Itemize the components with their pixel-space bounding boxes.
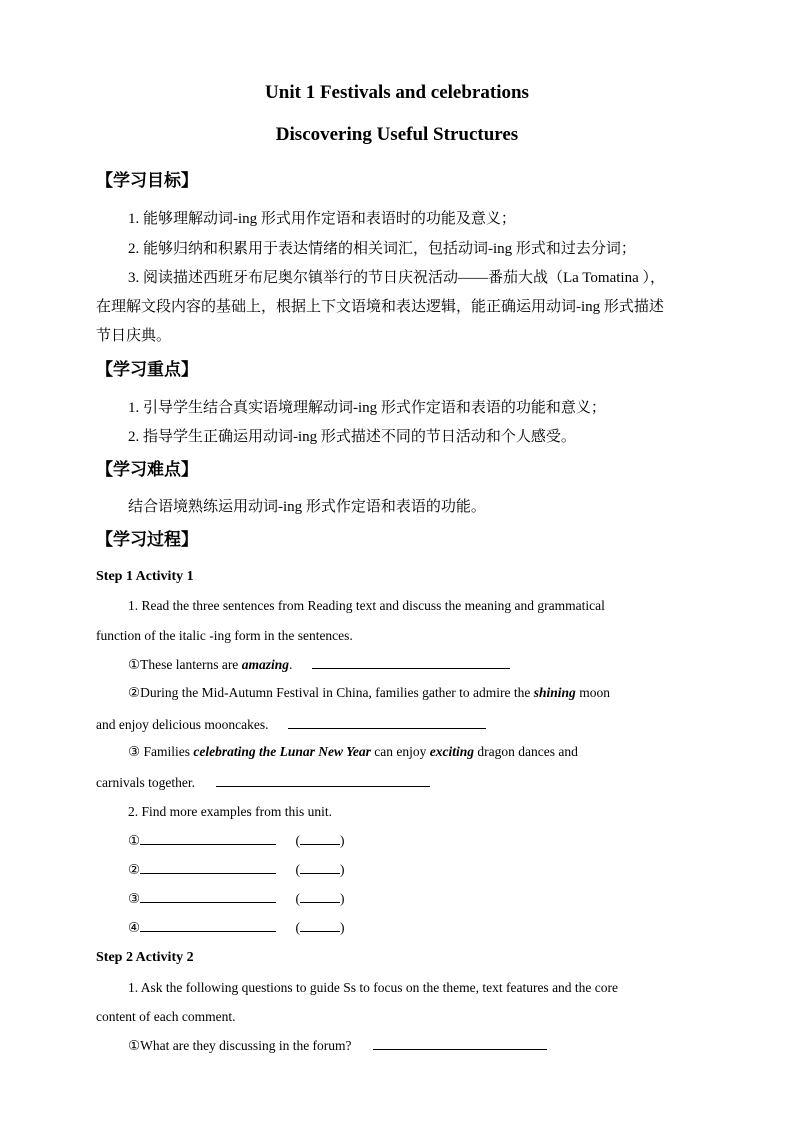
keypoint-item-1: 1. 引导学生结合真实语境理解动词-ing 形式作定语和表语的功能和意义； <box>128 400 606 416</box>
step-2-question-1-line-1: 1. Ask the following questions to guide Ss to focus on the theme, text features and the core <box>128 980 619 995</box>
example-row-1: ① ( ) <box>128 833 345 848</box>
sentence-3-italic-2: exciting <box>429 744 474 759</box>
sentence-3-answer-blank[interactable] <box>216 774 430 787</box>
keypoint-item-2: 2. 指导学生正确运用动词-ing 形式描述不同的节日活动和个人感受。 <box>128 429 576 445</box>
sentence-3-italic-1: celebrating the Lunar New Year <box>193 744 371 759</box>
objective-item-3-line-2: 在理解文段内容的基础上，根据上下文语境和表达逻辑，能正确运用动词-ing 形式描述 <box>96 299 664 315</box>
sentence-3: ③ Families celebrating the Lunar New Year can enjoy exciting dragon dances and <box>128 744 578 759</box>
difficulties-text: 结合语境熟练运用动词-ing 形式作定语和表语的功能。 <box>128 499 486 515</box>
objective-item-1: 1. 能够理解动词-ing 形式用作定语和表语时的功能及意义； <box>128 211 516 227</box>
example-paren-3[interactable]: ( ) <box>295 891 345 906</box>
example-blank-2[interactable] <box>140 861 276 874</box>
sentence-1-text: ①These lanterns are <box>128 657 242 672</box>
example-blank-4[interactable] <box>140 919 276 932</box>
sentence-2: ②During the Mid-Autumn Festival in China, families gather to admire the shining moon <box>128 685 610 700</box>
example-paren-2[interactable]: ( ) <box>295 862 345 877</box>
step-1-title: Step 1 Activity 1 <box>96 569 194 584</box>
step-2-sentence-1: ①What are they discussing in the forum? <box>128 1037 547 1054</box>
objective-item-3-line-3: 节日庆典。 <box>96 328 172 344</box>
step-2-title: Step 2 Activity 2 <box>96 950 194 965</box>
objectives-heading: 【学习目标】 <box>96 171 198 190</box>
objective-item-3-line-1: 3. 阅读描述西班牙布尼奥尔镇举行的节日庆祝活动——番茄大战（La Tomatina ）， <box>128 270 665 286</box>
document-subtitle: Discovering Useful Structures <box>275 124 519 145</box>
step-1-question-1-line-1: 1. Read the three sentences from Reading text and discuss the meaning and grammatical <box>128 598 605 613</box>
step-2-question-1-line-2: content of each comment. <box>96 1009 236 1024</box>
step-2-answer-blank[interactable] <box>373 1037 547 1050</box>
sentence-2-line-2: and enjoy delicious mooncakes. <box>96 716 486 733</box>
sentence-1-italic: amazing <box>241 657 289 672</box>
example-row-2: ② ( ) <box>128 862 345 877</box>
sentence-2-answer-blank[interactable] <box>288 716 486 729</box>
objective-item-2: 2. 能够归纳和积累用于表达情绪的相关词汇，包括动词-ing 形式和过去分词； <box>128 241 636 257</box>
step-1-question-1-line-2: function of the italic -ing form in the sentences. <box>96 628 353 643</box>
example-row-3: ③ ( ) <box>128 891 345 906</box>
difficulties-heading: 【学习难点】 <box>96 460 198 479</box>
example-paren-4[interactable]: ( ) <box>295 920 345 935</box>
example-blank-3[interactable] <box>140 890 276 903</box>
example-blank-1[interactable] <box>140 832 276 845</box>
document-title: Unit 1 Festivals and celebrations <box>265 82 529 103</box>
sentence-3-line-2: carnivals together. <box>96 774 430 791</box>
sentence-2-text: ②During the Mid-Autumn Festival in China, families gather to admire the <box>128 685 534 700</box>
sentence-1: ①These lanterns are amazing. <box>128 656 510 673</box>
example-paren-1[interactable]: ( ) <box>295 833 345 848</box>
sentence-1-answer-blank[interactable] <box>312 656 510 669</box>
process-heading: 【学习过程】 <box>96 530 198 549</box>
sentence-2-italic: shining <box>533 685 576 700</box>
step-1-question-2: 2. Find more examples from this unit. <box>128 804 332 819</box>
example-row-4: ④ ( ) <box>128 920 345 935</box>
keypoints-heading: 【学习重点】 <box>96 360 198 379</box>
